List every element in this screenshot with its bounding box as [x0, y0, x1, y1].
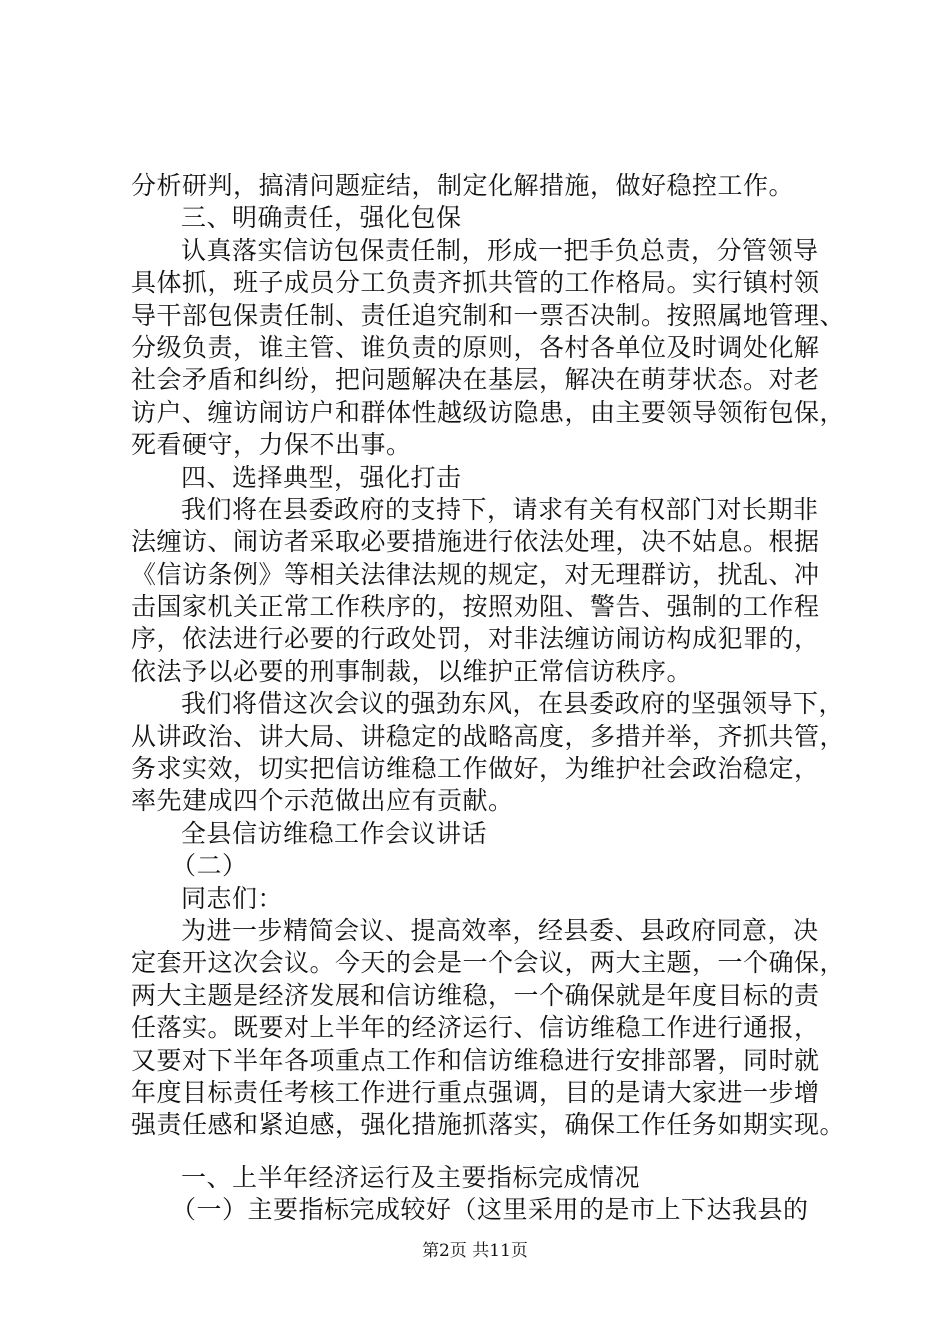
- paragraph-line: 序，依法进行必要的行政处罚，对非法缠访闹访构成犯罪的，: [131, 624, 820, 654]
- paragraph-line: 两大主题是经济发展和信访维稳，一个确保就是年度目标的责: [131, 980, 820, 1010]
- paragraph-line: 依法予以必要的刑事制裁，以维护正常信访秩序。: [131, 656, 693, 686]
- paragraph-line: 法缠访、闹访者采取必要措施进行依法处理，决不姑息。根据: [131, 527, 820, 557]
- paragraph-line: 又要对下半年各项重点工作和信访维稳进行安排部署，同时就: [131, 1045, 820, 1075]
- paragraph-line: 分级负责，谁主管、谁负责的原则，各村各单位及时调处化解: [131, 332, 820, 362]
- section-heading: 三、明确责任，强化包保: [181, 203, 462, 233]
- paragraph-line: 击国家机关正常工作秩序的，按照劝阻、警告、强制的工作程: [131, 592, 820, 622]
- paragraph-line: 年度目标责任考核工作进行重点强调，目的是请大家进一步增: [131, 1077, 820, 1107]
- paragraph-line: 任落实。既要对上半年的经济运行、信访维稳工作进行通报，: [131, 1013, 820, 1043]
- paragraph-line: 访户、缠访闹访户和群体性越级访隐患，由主要领导领衔包保，: [131, 397, 846, 427]
- paragraph-line: 社会矛盾和纠纷，把问题解决在基层，解决在萌芽状态。对老: [131, 365, 820, 395]
- paragraph-line: 率先建成四个示范做出应有贡献。: [131, 786, 514, 816]
- paragraph-line: 强责任感和紧迫感，强化措施抓落实，确保工作任务如期实现。: [131, 1110, 846, 1140]
- paragraph-line: 为进一步精简会议、提高效率，经县委、县政府同意，决: [181, 915, 819, 945]
- section-heading: 四、选择典型，强化打击: [181, 462, 462, 492]
- speech-title: 全县信访维稳工作会议讲话: [181, 818, 488, 848]
- document-body: [131, 170, 846, 1227]
- subsection-heading: （一）主要指标完成较好（这里采用的是市上下达我县的: [171, 1195, 809, 1225]
- paragraph-line: 务求实效，切实把信访维稳工作做好，为维护社会政治稳定，: [131, 754, 820, 784]
- paragraph-line: 从讲政治、讲大局、讲稳定的战略高度，多措并举，齐抓共管，: [131, 721, 846, 751]
- speech-subtitle: （二）: [171, 851, 248, 881]
- paragraph-line: 具体抓，班子成员分工负责齐抓共管的工作格局。实行镇村领: [131, 268, 820, 298]
- paragraph-line: 认真落实信访包保责任制，形成一把手负总责，分管领导: [181, 235, 819, 265]
- paragraph-line: 定套开这次会议。今天的会是一个会议，两大主题，一个确保，: [131, 948, 846, 978]
- paragraph-line: 分析研判，搞清问题症结，制定化解措施，做好稳控工作。: [131, 171, 795, 200]
- paragraph-line: 《信访条例》等相关法律法规的规定，对无理群访，扰乱、冲: [131, 559, 820, 589]
- paragraph-gap: [131, 1142, 831, 1162]
- paragraph-line: 我们将在县委政府的支持下，请求有关有权部门对长期非: [181, 494, 819, 524]
- paragraph-line: 我们将借这次会议的强劲东风，在县委政府的坚强领导下，: [181, 689, 845, 719]
- page-number-footer: 第2页 共11页: [422, 1241, 528, 1261]
- salutation: 同志们：: [181, 883, 284, 913]
- section-heading: 一、上半年经济运行及主要指标完成情况: [181, 1162, 641, 1192]
- paragraph-line: 死看硬守，力保不出事。: [131, 430, 412, 460]
- paragraph-line: 导干部包保责任制、责任追究制和一票否决制。按照属地管理、: [131, 300, 846, 330]
